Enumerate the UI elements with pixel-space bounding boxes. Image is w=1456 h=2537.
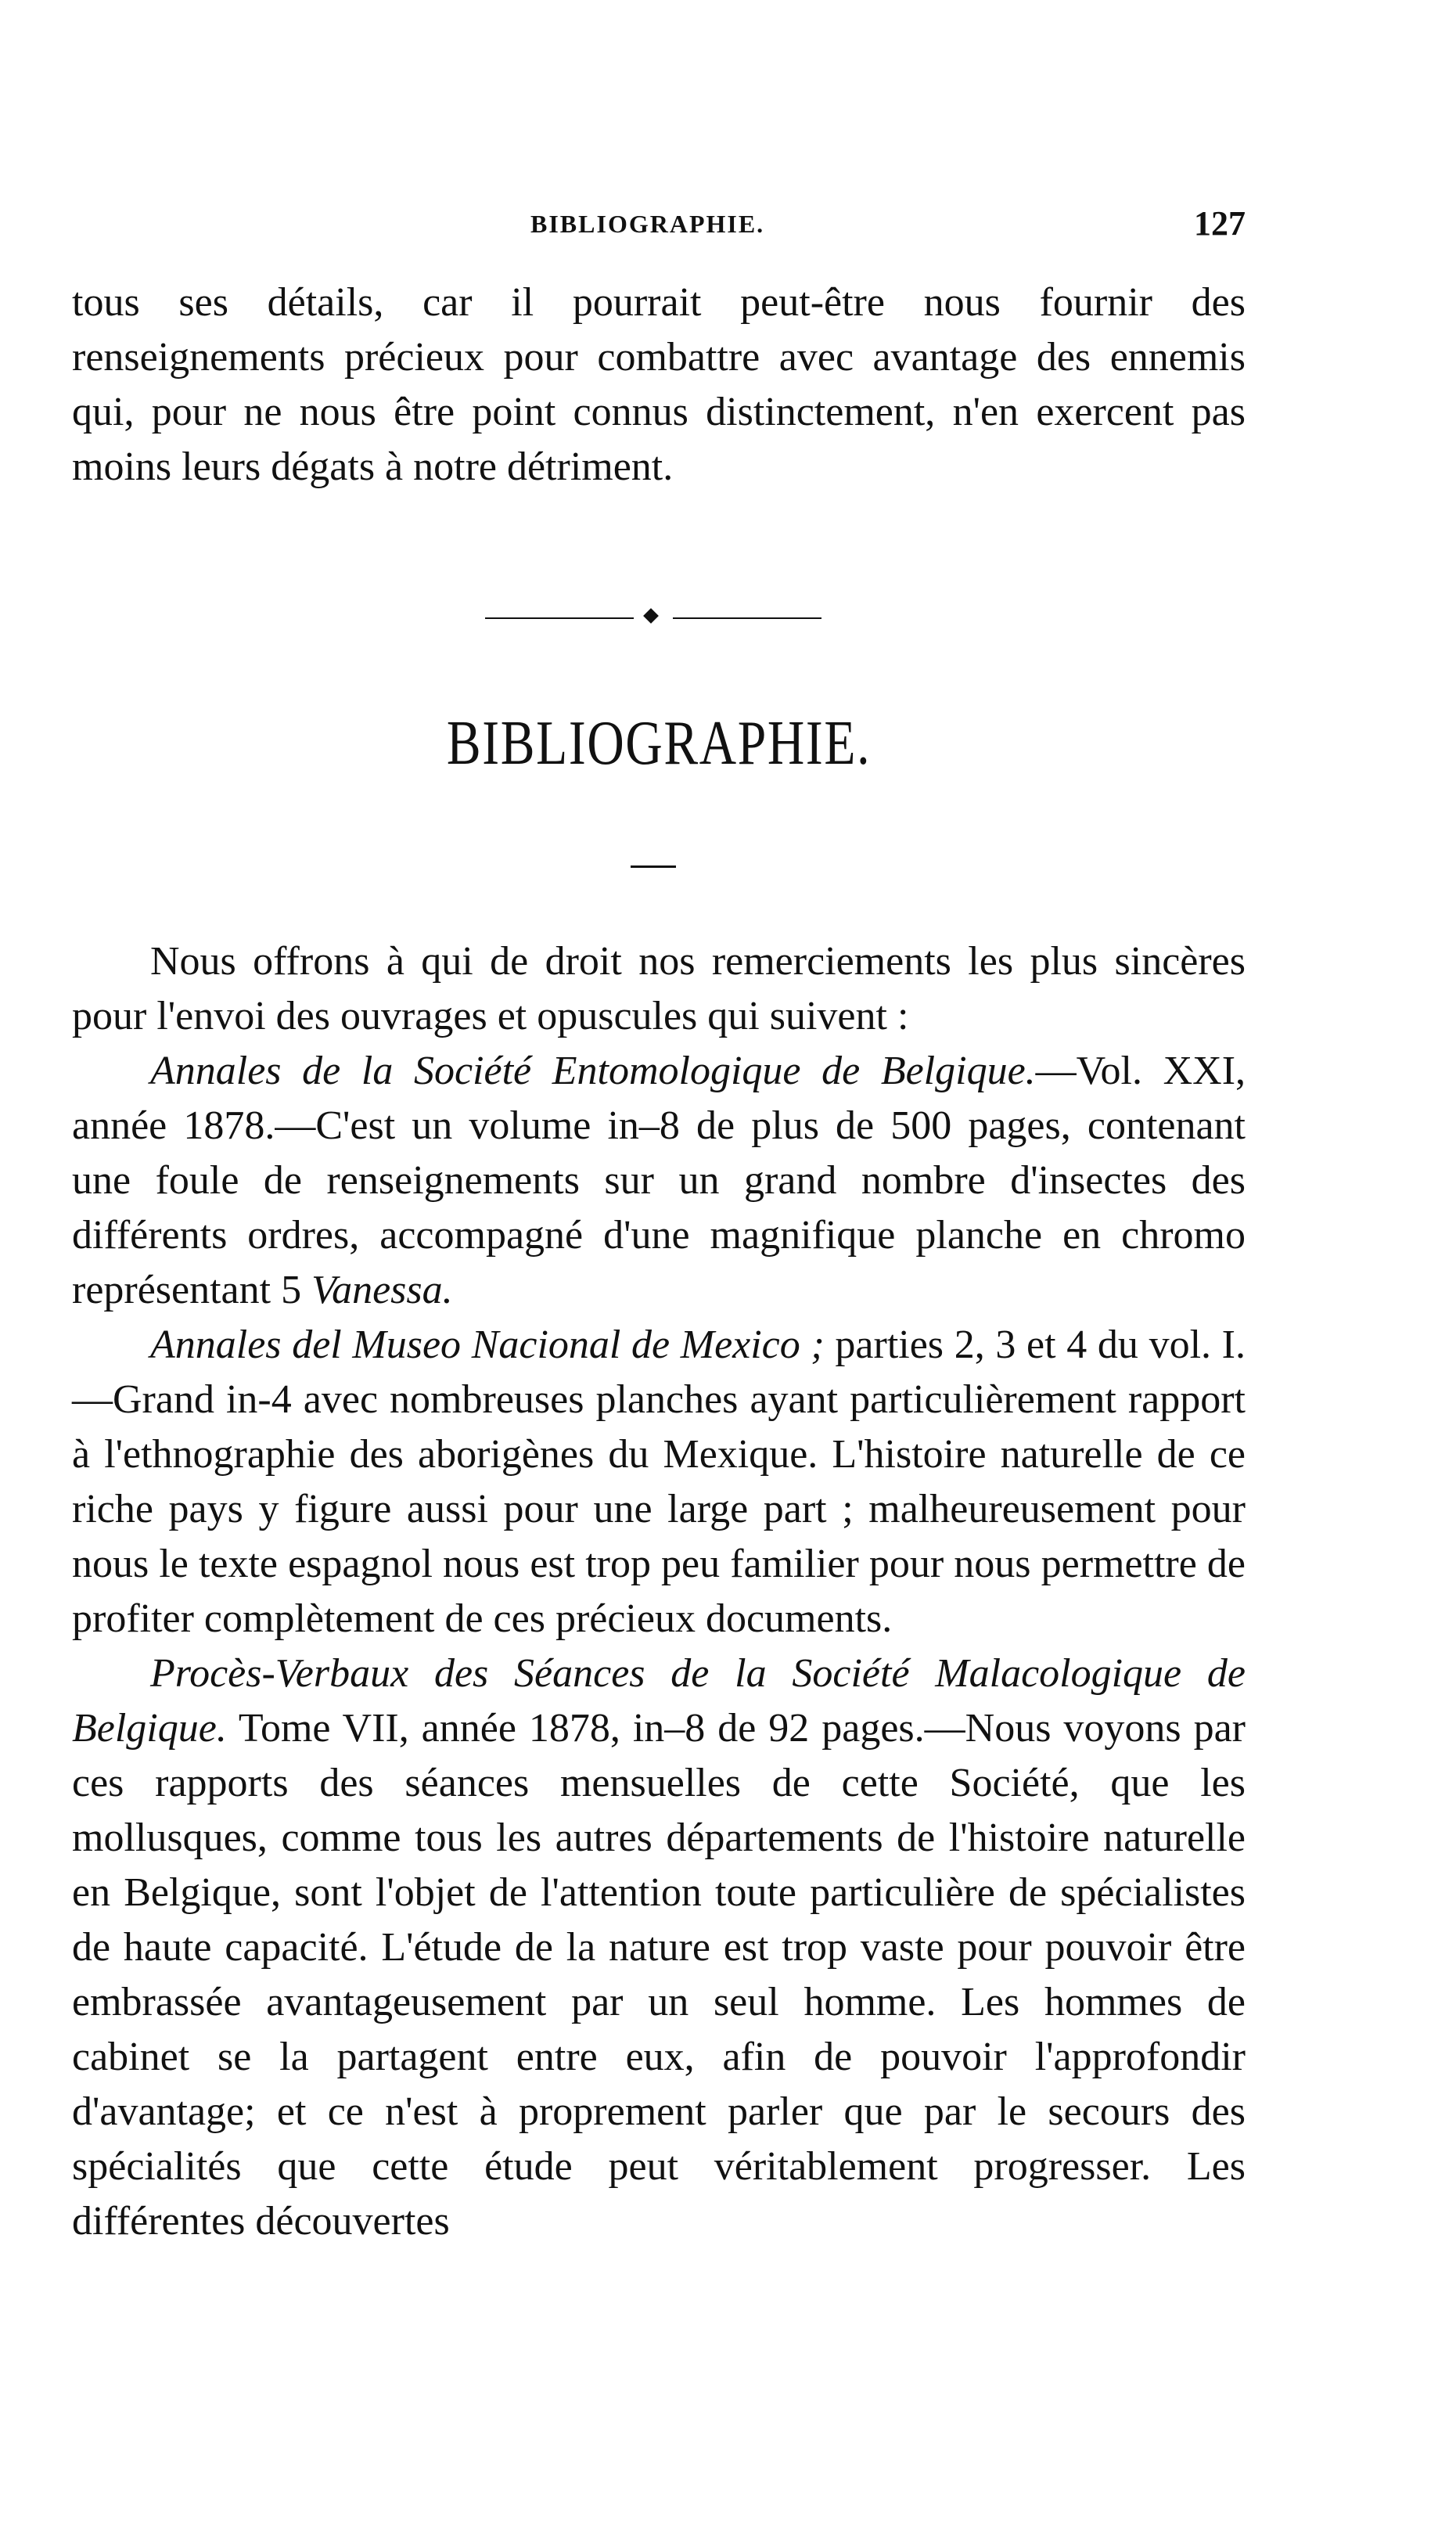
entry-title: Annales del Museo Nacional de Mexico ; — [150, 1322, 825, 1367]
entry-body: parties 2, 3 et 4 du vol. I.—Grand in-4 avec nombreuses planches ayant particulièrement rapport à l'ethnographie des aborigènes du Mexique. L'histoire naturelle de ce riche pays y figure aussi pour une large part ; malheureusement pour nous le texte espagnol nous est trop peu familier pour nous permettre de profiter complètement de ces précieux documents. — [72, 1322, 1246, 1641]
section-heading: BIBLIOGRAPHIE. — [446, 709, 872, 778]
entry-title: Procès-Verbaux des Séances de la Société Malacologique de Belgique. — [72, 1651, 1246, 1751]
section-ornament — [485, 610, 821, 626]
entry-body-italic: Vanessa. — [311, 1268, 453, 1312]
opening-paragraph: Nous offrons à qui de droit nos remerciements les plus sincères pour l'envoi des ouvrages et opuscules qui suivent : — [72, 939, 1246, 1038]
intro-paragraph-block — [72, 275, 1246, 495]
page-number: 127 — [1194, 204, 1246, 243]
entry-title: Annales de la Société Entomologique de Belgique. — [150, 1049, 1036, 1093]
entry-body: Tome VII, année 1878, in–8 de 92 pages.—Nous voyons par ces rapports des séances mensuelles de cette Société, que les mollusques, comme tous les autres départements de l'histoire naturelle en Belgique, sont l'objet de l'attention toute particulière de spécialistes de haute capacité. L'étude de la nature est trop vaste pour pouvoir être embrassée avantageusement par un seul homme. Les hommes de cabinet se la partagent entre eux, afin de pouvoir l'approfondir d'avantage; et ce n'est à proprement parler que par le secours des spécialités que cette étude peut véritablement progresser. Les différentes découvertes — [72, 1706, 1246, 2244]
running-title: BIBLIOGRAPHIE. — [530, 210, 765, 238]
bibliography-body — [72, 934, 1246, 2249]
intro-paragraph: tous ses détails, car il pourrait peut-être nous fournir des renseignements précieux pour combattre avec avantage des ennemis qui, pour ne nous être point connus distinctement, n'en exercent pas moins leurs dégats à notre détriment. — [72, 280, 1246, 489]
bibliography-entry — [72, 1318, 1246, 1646]
ornament-left-rule — [485, 617, 634, 619]
running-head — [72, 204, 1246, 257]
bibliography-entry — [72, 1044, 1246, 1318]
heading-rule — [631, 865, 676, 868]
ornament-right-rule — [673, 617, 821, 619]
entry-body: —Vol. XXI, année 1878.—C'est un volume in–8 de plus de 500 pages, contenant une foule de renseignements sur un grand nombre d'insectes des différents ordres, accompagné d'une magnifique planche en chromo représentant 5 — [72, 1049, 1246, 1312]
ornament-diamond — [643, 608, 659, 624]
bibliography-entry — [72, 1646, 1246, 2249]
